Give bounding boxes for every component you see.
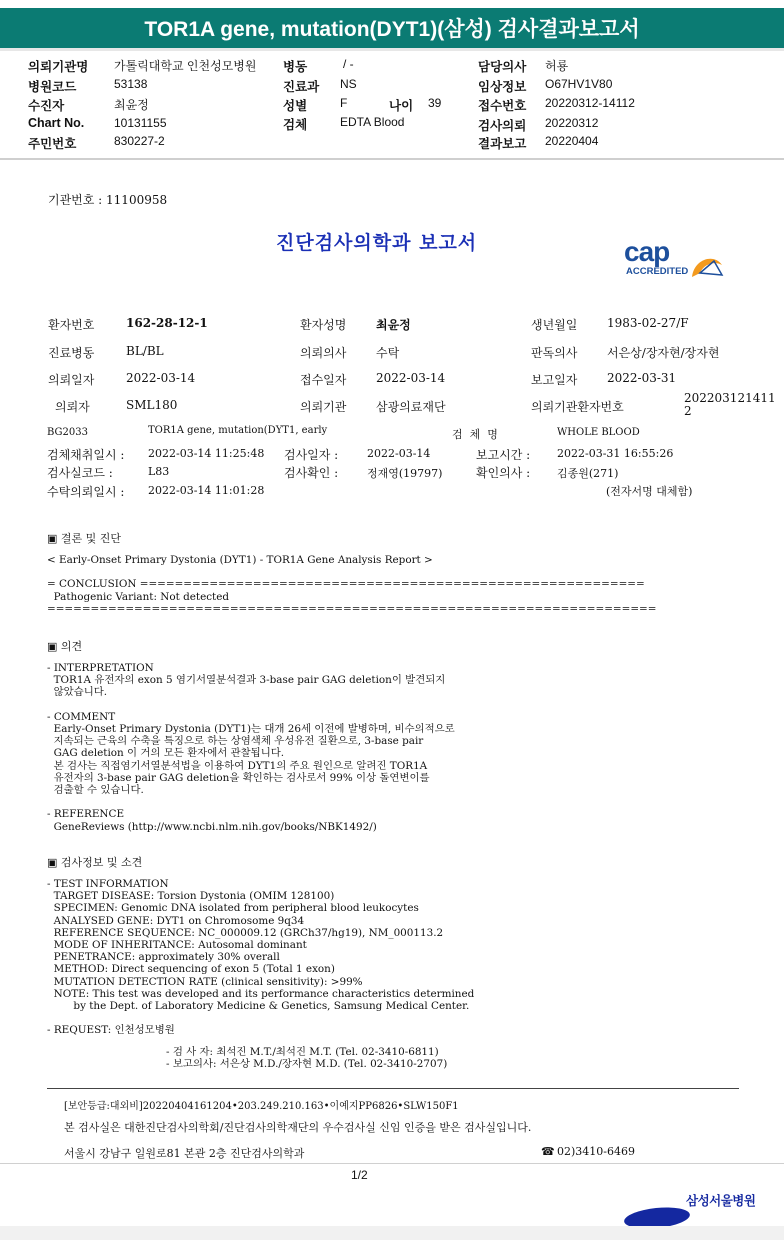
value-chart-no: 10131155 [114,116,167,130]
cap-accredited-text: ACCREDITED [626,266,689,277]
label-test-date: 검사일자 : [284,448,339,462]
label-patient-number: 환자번호 [48,318,95,332]
value-accession-no: 20220312-14112 [545,96,635,110]
report-heading: 진단검사의학과 보고서 [276,232,478,254]
label-consignment-time: 수탁의뢰일시 : [47,485,125,499]
value-test-verified: 정재영(19797) [367,467,443,480]
header-divider [0,158,784,160]
test-code: BG2033 [47,427,88,438]
section-conclusion-title: ▣ 결론 및 진단 [47,532,122,545]
value-institution-patient-no: 202203121411 2 [684,391,776,418]
value-clinical-info: O67HV1V80 [545,77,613,91]
label-request-date: 검사의뢰 [478,119,527,133]
samsung-logo [614,1188,680,1210]
value-request-date: 20220312 [545,116,599,130]
label-report-day: 보고일자 [531,373,578,387]
report-title: TOR1A gene, mutation(DYT1)(삼성) 검사결과보고서 [144,18,640,41]
value-hospital-code: 53138 [114,77,148,91]
label-specimen: 검체 [283,118,308,132]
value-referral-date: 2022-03-14 [126,371,196,385]
label-referral-date: 의뢰일자 [48,373,95,387]
value-birth-date: 1983-02-27/F [607,316,689,330]
value-referring-doctor: 수탁 [376,346,400,360]
page-divider [0,1163,784,1164]
label-lab-code: 검사실코드 : [47,466,113,480]
hospital-name: 삼성서울병원 [686,1193,756,1208]
value-resident-no: 830227-2 [114,134,165,148]
value-consignment-time: 2022-03-14 11:01:28 [148,484,265,497]
samsung-logo-text: SAMSUNG [619,1192,673,1203]
value-department: NS [340,77,357,91]
section-opinion-body: - INTERPRETATION TOR1A 유전자의 exon 5 염기서열분석결과 3-base pair GAG deletion이 발견되지 않았습니다. - COMMENT Early-Onset Primary Dystonia (DYT1)는 대개 26세 이전에 발병하며, 비수의적으로 지속되는 근육의 수축을 특징으로 하는 상염색체 우성유전 질환으로, 3-base pair GAG deletion 이 거의 모든 환자에서 관찰됩니다. 본 검사는 직접염기서열분석법을 이용하여 DYT1의 주요 원인으로 알려진 TOR1A 유전자의 3-base pair GAG deletion을 확인하는 검사로서 99% 이상 돌연변이를 검출할 수 있습니다. - REFERENCE GeneReviews (http://www.ncbi.nlm.nih.gov/books/NBK1492/) [47,662,455,833]
section-test-info-title: ▣ 검사정보 및 소견 [47,856,143,869]
label-chart-no: Chart No. [28,116,85,130]
value-report-date: 20220404 [545,134,599,148]
lab-phone: 02)3410-6469 [557,1145,635,1158]
label-resident-no: 주민번호 [28,137,77,151]
label-clinical-info: 임상정보 [478,80,527,94]
value-requesting-institution: 가톨릭대학교 인천성모병원 [114,59,257,73]
specimen-label: 검 체 명 [452,428,498,441]
label-report-time: 보고시간 : [476,448,531,462]
label-sex: 성별 [283,99,308,113]
label-reading-doctor: 판독의사 [531,346,578,360]
value-report-time: 2022-03-31 16:55:26 [557,447,674,460]
value-patient-name: 최윤정 [376,318,411,332]
test-name: TOR1A gene, mutation(DYT1, early [148,425,328,436]
value-patient-number: 162-28-12-1 [126,316,208,330]
footer-divider [47,1088,739,1089]
label-accession-no: 접수번호 [478,99,527,113]
label-patient-name: 환자성명 [300,318,347,332]
staff-contacts: - 검 사 자: 최석진 M.T./최석진 M.T. (Tel. 02-3410-6811) - 보고의사: 서은상 M.D./장자현 M.D. (Tel. 02-3410-2707) [166,1046,448,1071]
section-test-info-body: - TEST INFORMATION TARGET DISEASE: Torsion Dystonia (OMIM 128100) SPECIMEN: Genomic DNA isolated from peripheral blood leukocytes ANALYSED GENE: DYT1 on Chromosome 9q34 REFERENCE SEQUENCE: NC_000009.12 (GRCh37/hg19), NM_000113.2 MODE OF INHERITANCE: Autosomal dominant PENETRANCE: approximately 30% overall METHOD: Direct sequencing of exon 5 (Total 1 exon) MUTATION DETECTION RATE (clinical sensitivity): >99% NOTE: This test was developed and its performance characteristics determined by the Dept. of Laboratory Medicine & Genetics, Samsung Medical Center. - REQUEST: 인천성모병원 [47,878,475,1037]
label-ward-code: 진료병동 [48,346,95,360]
cap-accredited-logo [620,232,720,280]
label-hospital-code: 병원코드 [28,80,77,94]
value-referring-institution: 삼광의료재단 [376,400,446,414]
label-referring-institution: 의뢰기관 [300,400,347,414]
value-physician: 허룡 [545,59,569,73]
section-opinion-title: ▣ 의견 [47,640,83,653]
label-requesting-institution: 의뢰기관명 [28,60,89,74]
value-collection-time: 2022-03-14 11:25:48 [148,447,265,460]
report-title-bar [0,8,784,51]
value-age: 39 [428,96,442,110]
institution-number: 기관번호 : 11100958 [48,193,168,207]
value-receipt-date: 2022-03-14 [376,371,446,385]
page-number: 1/2 [351,1168,368,1182]
label-verifying-doctor: 확인의사 : [476,466,531,480]
section-conclusion-body: < Early-Onset Primary Dystonia (DYT1) - TOR1A Gene Analysis Report > = CONCLUSION ========================================================== Pathogenic Variant: Not detected ====================================================================== [47,554,657,615]
value-sex: F [340,96,348,110]
value-patient: 최윤정 [114,98,149,112]
value-reading-doctor: 서은상/장자현/장자현 [607,346,720,360]
label-patient: 수진자 [28,99,65,113]
value-requester: SML180 [126,398,178,412]
label-test-verified: 검사확인 : [284,466,339,480]
value-test-date: 2022-03-14 [367,447,431,460]
label-age: 나이 [389,99,414,113]
value-specimen: EDTA Blood [340,115,405,129]
label-department: 진료과 [283,80,320,94]
label-physician: 담당의사 [478,60,527,74]
specimen-value: WHOLE BLOOD [557,427,640,438]
value-ward-code: BL/BL [126,344,164,358]
label-birth-date: 생년월일 [531,318,578,332]
value-report-day: 2022-03-31 [607,371,677,385]
value-lab-code: L83 [148,465,170,478]
value-ward: / - [343,57,354,71]
label-institution-patient-no: 의뢰기관환자번호 [531,400,624,414]
label-collection-time: 검체채취일시 : [47,448,125,462]
security-line: [보안등급:대외비]20220404161204•203.249.210.163•이예지PP6826•SLW150F1 [64,1101,459,1112]
phone-icon: ☎ [541,1145,555,1158]
lab-address: 서울시 강남구 일원로81 본관 2층 진단검사의학과 [64,1147,305,1160]
value-verifying-doctor: 김종원(271) [557,467,619,480]
label-report-date: 결과보고 [478,137,527,151]
label-receipt-date: 접수일자 [300,373,347,387]
label-ward: 병동 [283,60,308,74]
label-requester: 의뢰자 [55,400,90,414]
label-referring-doctor: 의뢰의사 [300,346,347,360]
cap-logo-text: cap [624,236,670,267]
bottom-strip [0,1226,784,1240]
signature-note: (전자서명 대체함) [606,485,693,498]
certification-note: 본 검사실은 대한진단검사의학회/진단검사의학재단의 우수검사실 신임 인증을 받은 검사실입니다. [64,1121,532,1134]
